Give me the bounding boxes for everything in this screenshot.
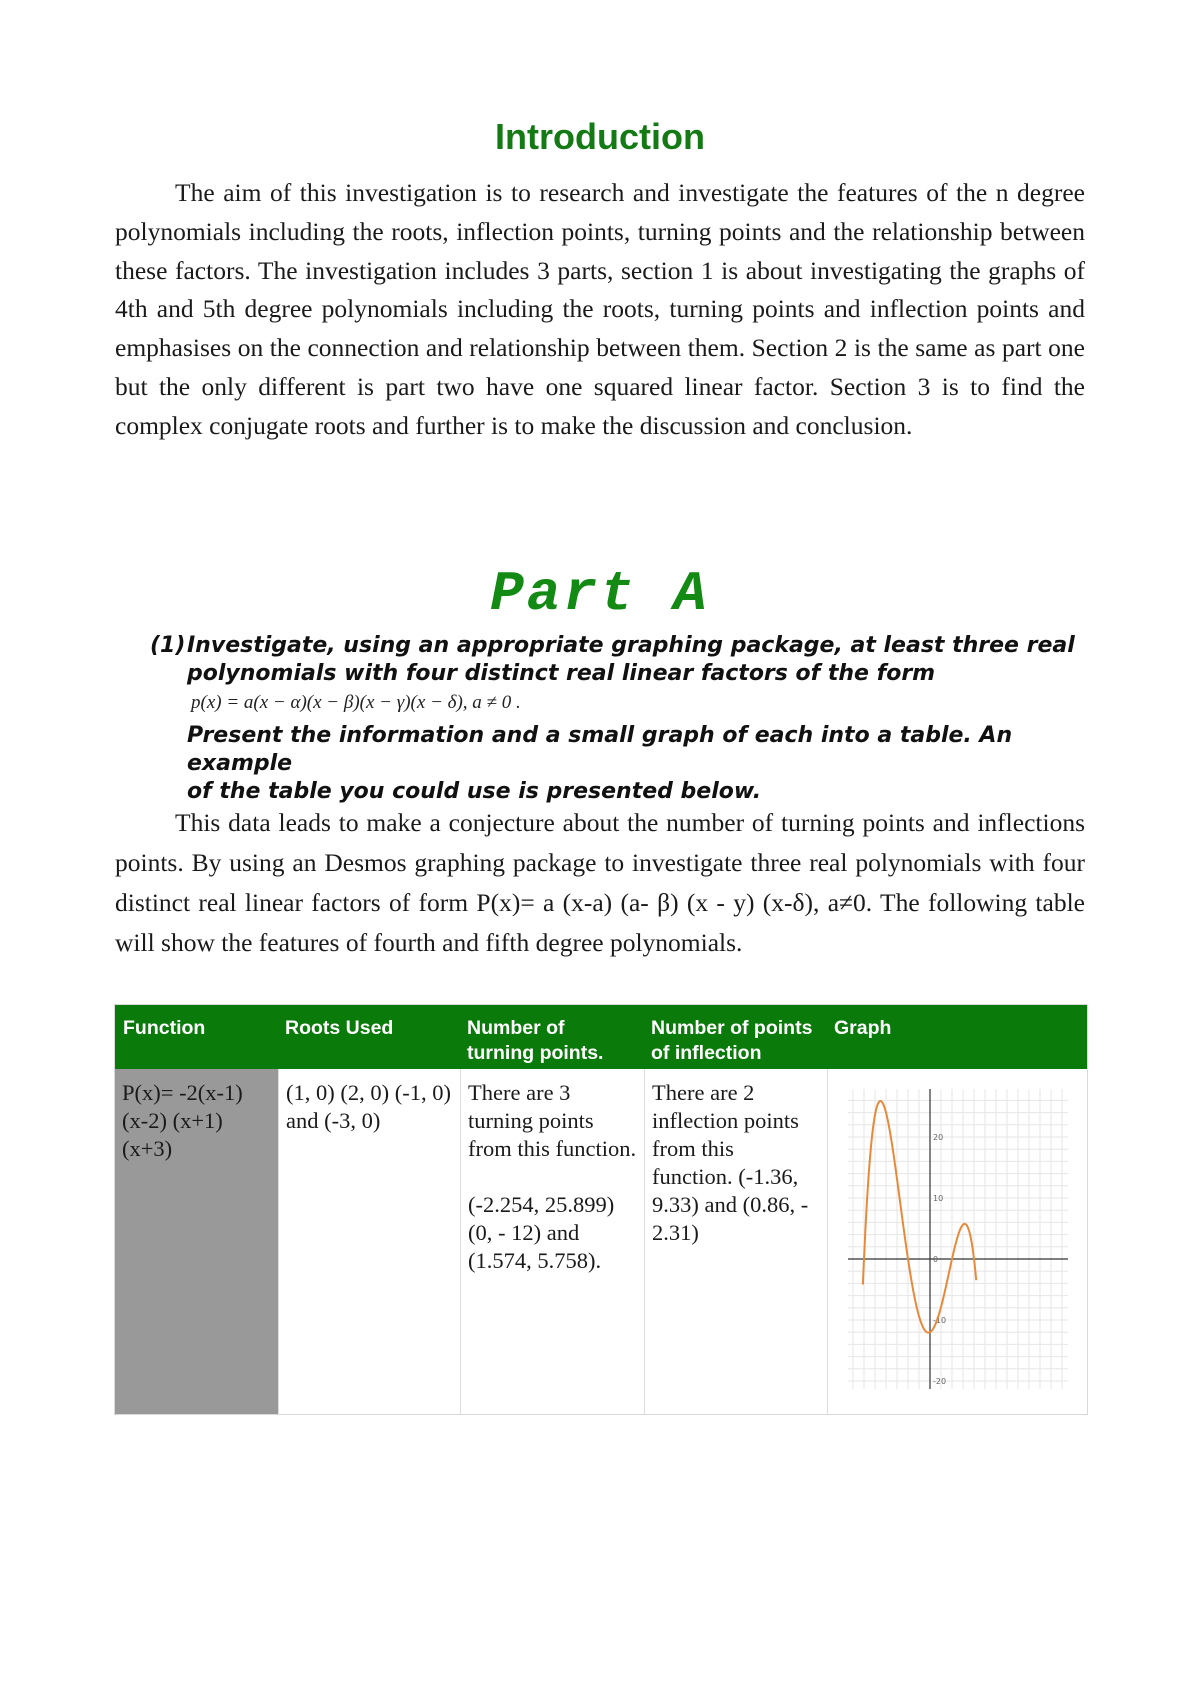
question-line-1: Investigate, using an appropriate graphing package, at least three real xyxy=(187,633,1075,658)
polynomial-curve xyxy=(863,1101,976,1333)
question-block xyxy=(150,632,1100,806)
header-roots: Roots Used xyxy=(285,1017,394,1039)
y-tick-label: 10 xyxy=(933,1194,944,1203)
header-inflection xyxy=(651,1016,812,1066)
intro-paragraph: The aim of this investigation is to research and investigate the features of the n degree polynomials including the roots, inflection points, turning points and the relationship between these factors. The investigation includes 3 parts, section 1 is about investigating the graphs of 4th and 5th degree polynomials including the roots, turning points and inflection points and emphasises on the connection and relationship between them. Section 2 is the same as part one but the only different is part two have one squared linear factor. Section 3 is to find the complex conjugate roots and further is to make the discussion and conclusion. xyxy=(115,178,1085,440)
y-tick-label: -20 xyxy=(933,1377,947,1386)
inflection-text: There are 2 inflection points from this function. (-1.36, 9.33) and (0.86, - 2.31) xyxy=(652,1080,809,1245)
data-paragraph: This data leads to make a conjecture about the number of turning points and inflections points. By using an Desmos graphing package to investigate three real polynomials with four distinct real linear factors of form P(x)= a (x-a) (a- β) (x - y) (x-δ), a≠0. The following table will show the features of fourth and fifth degree polynomials. xyxy=(115,808,1085,957)
header-turning-points xyxy=(467,1016,603,1066)
function-text: P(x)= -2(x-1) (x-2) (x+1) (x+3) xyxy=(122,1080,243,1161)
header-inflection-line-2: of inflection xyxy=(651,1042,762,1064)
part-a-title: Part A xyxy=(490,562,710,626)
header-function: Function xyxy=(123,1017,206,1039)
features-table xyxy=(114,1004,1088,1415)
question-line-2: polynomials with four distinct real linear factors of the form xyxy=(187,661,936,686)
polynomial-formula: p(x) = a(x − α)(x − β)(x − γ)(x − δ), a ≠ 0 . xyxy=(191,692,521,713)
cell-function xyxy=(115,1069,278,1414)
intro-title: Introduction xyxy=(495,116,705,157)
header-turning-line-1: Number of xyxy=(467,1017,565,1039)
roots-text: (1, 0) (2, 0) (-1, 0) and (-3, 0) xyxy=(286,1080,451,1133)
cell-roots xyxy=(278,1069,460,1414)
question-number: (1) xyxy=(150,633,186,658)
y-tick-label: 20 xyxy=(933,1133,944,1142)
cell-inflection xyxy=(644,1069,827,1414)
header-graph: Graph xyxy=(834,1017,892,1039)
polynomial-graph xyxy=(828,1069,1086,1414)
turning-points-list: (-2.254, 25.899) (0, - 12) and (1.574, 5.758). xyxy=(468,1192,615,1273)
cell-turning-points xyxy=(460,1069,644,1414)
y-tick-label: -10 xyxy=(933,1316,947,1325)
table-header xyxy=(115,1005,1087,1069)
header-turning-line-2: turning points. xyxy=(467,1042,604,1064)
y-tick-label: 0 xyxy=(933,1255,939,1264)
cell-graph xyxy=(827,1069,1087,1414)
present-line-1: Present the information and a small graph of each into a table. An example xyxy=(187,723,1013,776)
present-line-2: of the table you could use is presented below. xyxy=(187,779,762,804)
turning-intro-text: There are 3 turning points from this function. xyxy=(468,1080,637,1161)
header-inflection-line-1: Number of points xyxy=(651,1017,813,1039)
table-row xyxy=(115,1069,1087,1414)
